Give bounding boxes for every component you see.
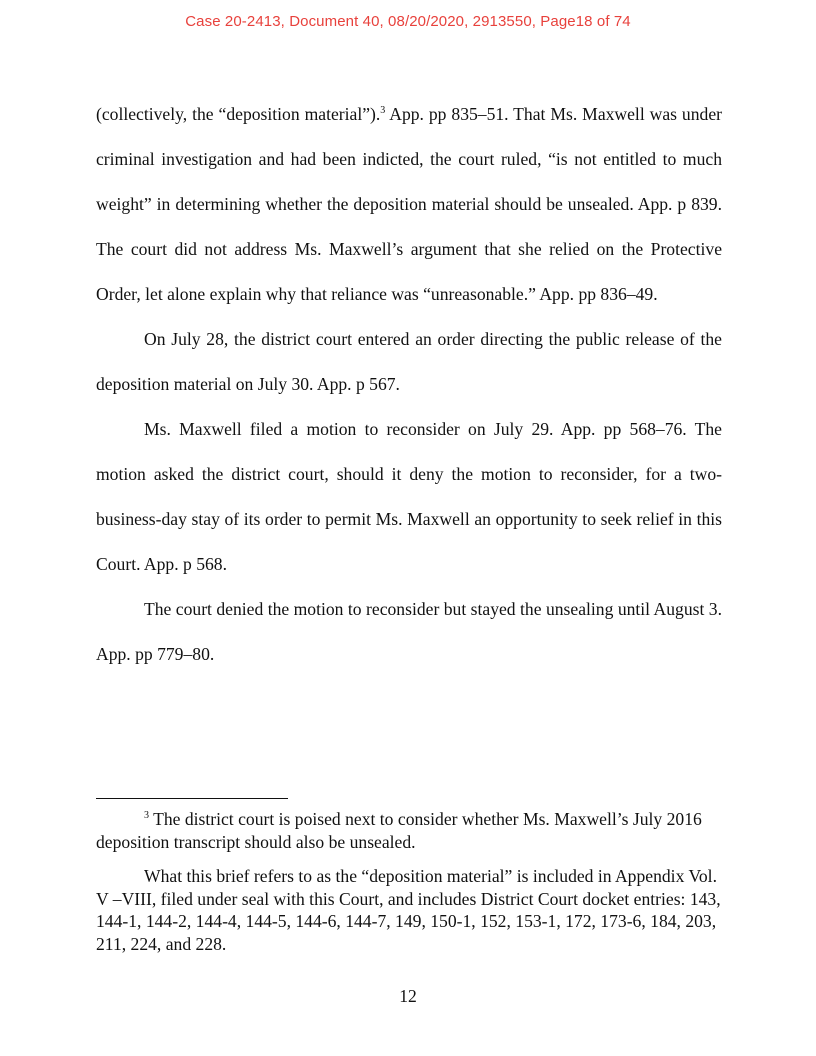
footnote-paragraph-1-text: The district court is poised next to consider whether Ms. Maxwell’s July 2016 deposition transcript should also be unsealed. (96, 809, 702, 852)
page-number: 12 (399, 986, 417, 1006)
footnote-paragraph-2: What this brief refers to as the “deposition material” is included in Appendix Vol. V –VIII, filed under seal with this Court, and includes District Court docket entries: 143, 144-1, 144-2, 144-4, 144-5, 144-6, 144-7, 149, 150-1, 152, 153-1, 172, 173-6, 184, 203, 211, 224, and 228. (96, 866, 721, 954)
paragraph-1-start: (collectively, the “deposition material”). (96, 104, 381, 124)
footnote-divider (96, 798, 288, 799)
paragraph-3: Ms. Maxwell filed a motion to reconsider on July 29. App. pp 568–76. The motion asked the district court, should it deny the motion to reconsider, for a two-business-day stay of its order to permit Ms. Maxwell an opportunity to seek relief in this Court. App. p 568. (96, 419, 722, 574)
paragraph-1-rest: App. pp 835–51. That Ms. Maxwell was under criminal investigation and had been indicted, the court ruled, “is not entitled to much weight” in determining whether the deposition material should be unsealed. App. p 839. The court did not address Ms. Maxwell’s argument that she relied on the Protective Order, let alone explain why that reliance was “unreasonable.” App. pp 836–49. (96, 104, 722, 304)
paragraph-4: The court denied the motion to reconsider but stayed the unsealing until August 3. App. pp 779–80. (96, 599, 722, 664)
body-text (96, 92, 722, 677)
paragraph-2: On July 28, the district court entered an order directing the public release of the deposition material on July 30. App. p 567. (96, 329, 722, 394)
paragraph-1 (96, 92, 722, 317)
footnote-reference-3: 3 (380, 105, 386, 117)
case-header-stamp: Case 20-2413, Document 40, 08/20/2020, 2913550, Page18 of 74 (185, 13, 631, 30)
footnote-paragraph-1 (96, 808, 722, 853)
footnote-number: 3 (144, 810, 149, 822)
footnote-3 (96, 808, 722, 955)
